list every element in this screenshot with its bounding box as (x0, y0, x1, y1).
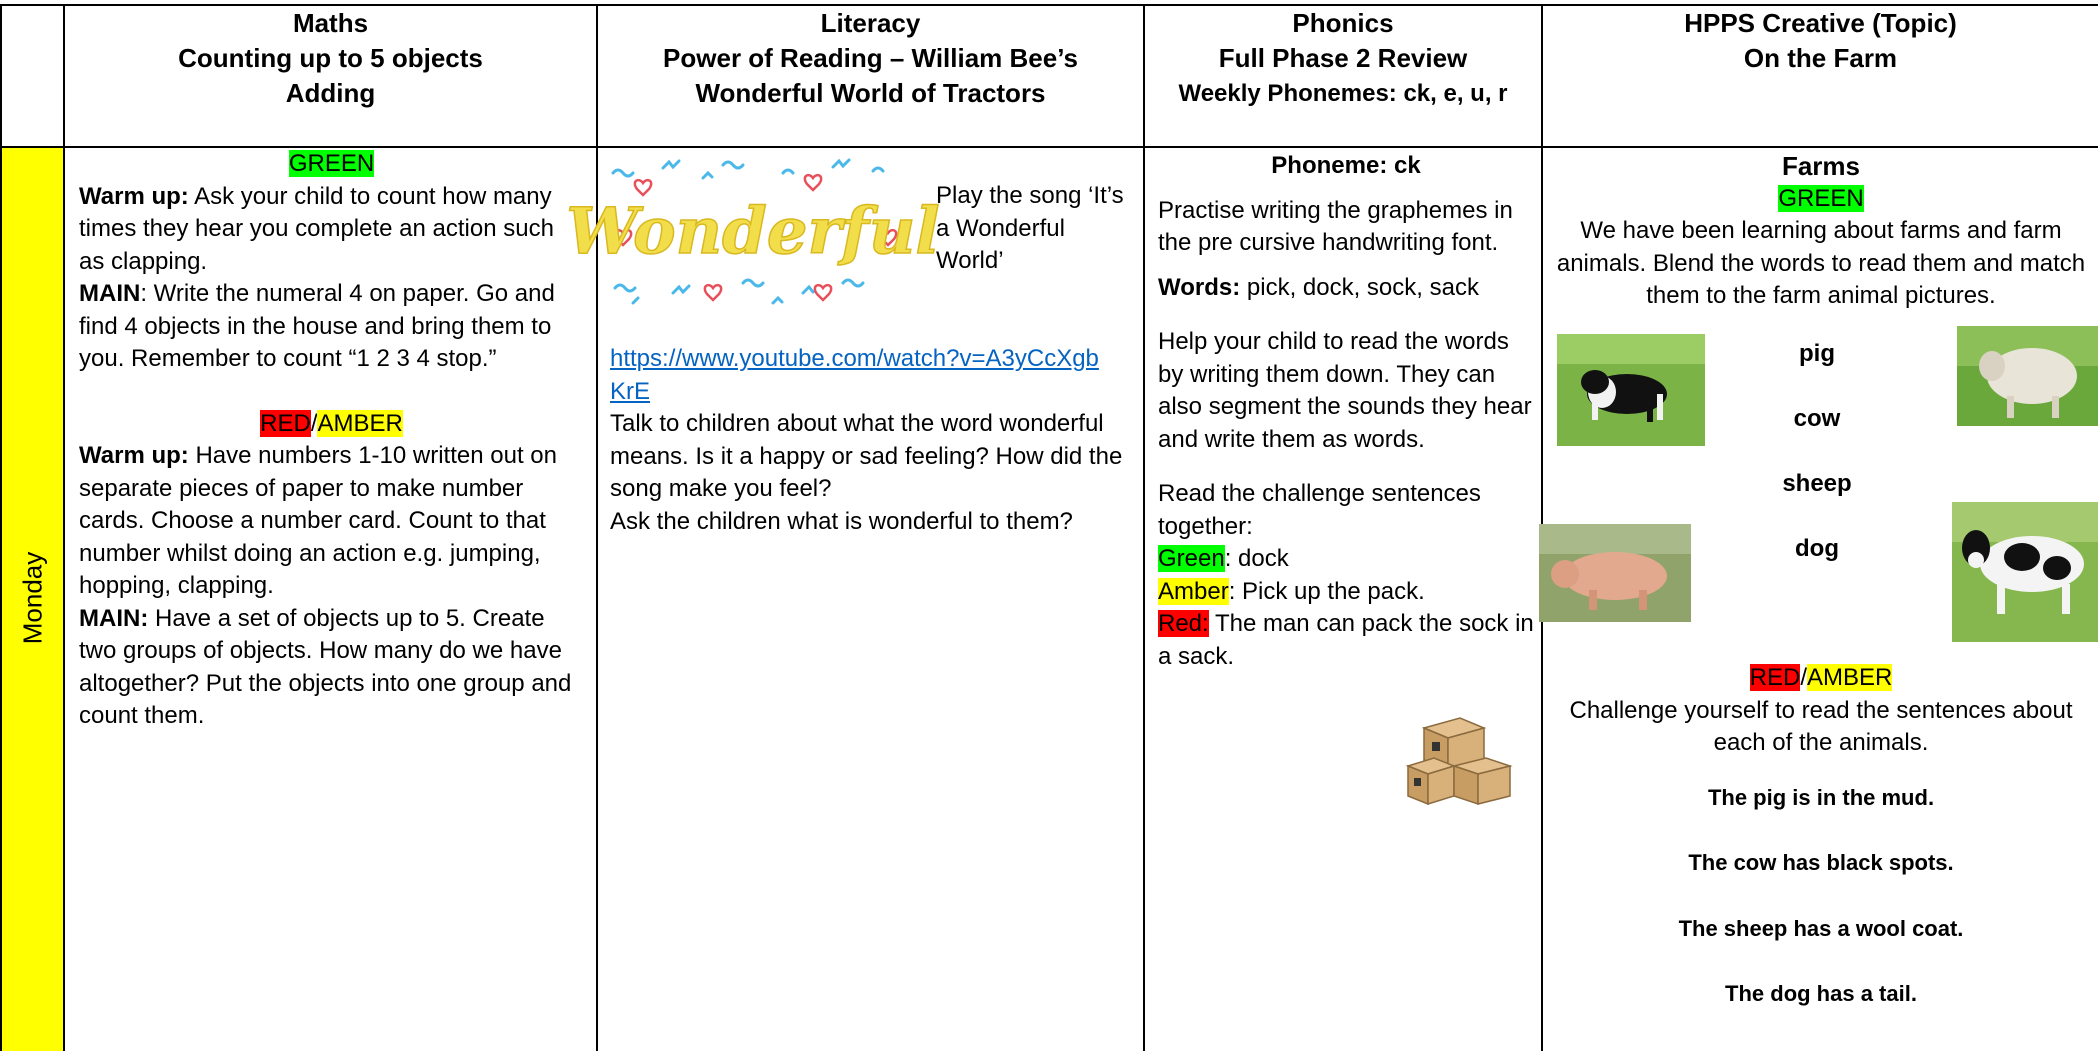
day-band (2, 148, 63, 1051)
phonics-header-line: Weekly Phonemes: ck, e, u, r (1178, 80, 1508, 107)
maths-main-red-amber: MAIN: Have a set of objects up to 5. Create two groups of objects. How many do we have altogether? Put the objects into one group and count them. (79, 604, 572, 729)
red-amber-badge: RED/AMBER (1749, 664, 1893, 691)
pig-photo (1539, 524, 1691, 622)
literacy-cell-body (610, 343, 1140, 538)
topic-sentence: The sheep has a wool coat. (1678, 915, 1964, 941)
phonics-cell (1158, 150, 1534, 673)
maths-header (65, 6, 596, 111)
literacy-paragraph: Talk to children about what the word wonderful means. Is it a happy or sad feeling? How did the song make you feel? (610, 410, 1123, 502)
animal-word-pig: pig (1799, 340, 1835, 367)
cardboard-boxes-image (1404, 708, 1516, 808)
phonics-header-line: Full Phase 2 Review (1218, 43, 1468, 73)
phonics-header (1145, 6, 1541, 111)
literacy-song-text: Play the song ‘It’s a Wonderful World’ (936, 182, 1124, 274)
phonics-words: Words: pick, dock, sock, sack (1158, 273, 1479, 301)
topic-cell-bottom (1555, 662, 2087, 1011)
maths-main-green: MAIN: Write the numeral 4 on paper. Go and find 4 objects in the house and bring them to you. Remember to count “1 2 3 4 stop.” (79, 280, 555, 372)
topic-header-title: HPPS Creative (Topic) (1684, 8, 1957, 38)
topic-challenge-text: Challenge yourself to read the sentences about each of the animals. (1569, 696, 2073, 756)
column-divider (63, 4, 65, 1051)
cow-photo (1952, 502, 2098, 642)
wonderful-image (566, 153, 940, 313)
maths-header-title: Maths (292, 8, 369, 38)
maths-cell (79, 148, 584, 733)
literacy-header-line: Wonderful World of Tractors (695, 78, 1046, 108)
topic-header (1543, 6, 2098, 76)
literacy-header-title: Literacy (820, 8, 921, 38)
day-label: Monday (17, 551, 47, 645)
maths-warmup-green: Warm up: Ask your child to count how many times they hear you complete an action such as clapping. (79, 182, 554, 275)
column-divider (1143, 4, 1145, 1051)
animal-word-cow: cow (1793, 405, 1841, 432)
animal-word-dog: dog (1795, 535, 1839, 562)
topic-cell-top (1555, 150, 2087, 313)
literacy-header-line: Power of Reading – William Bee’s (663, 43, 1078, 73)
phonics-amber-sentence: Amber: Pick up the pack. (1158, 577, 1425, 605)
green-badge: GREEN (288, 150, 375, 177)
pig-icon (1539, 524, 1691, 622)
phonics-header-title: Phonics (1292, 8, 1394, 38)
sheep-photo (1957, 326, 2098, 426)
topic-sentence: The cow has black spots. (1688, 850, 1954, 875)
literacy-paragraph: Ask the children what is wonderful to them? (610, 507, 1073, 535)
dog-icon (1557, 334, 1705, 446)
dog-photo (1557, 334, 1705, 446)
maths-header-line: Adding (285, 78, 376, 108)
phonics-green-sentence: Green: dock (1158, 545, 1289, 572)
column-divider (596, 4, 598, 1051)
animal-word-sheep: sheep (1782, 470, 1852, 497)
literacy-header (598, 6, 1143, 111)
red-amber-badge: RED/AMBER (260, 409, 403, 437)
maths-header-line: Counting up to 5 objects (178, 43, 483, 73)
phonics-challenge-intro: Read the challenge sentences together: (1158, 480, 1481, 540)
topic-intro: We have been learning about farms and farm animals. Blend the words to read them and match them to the farm animal pictures. (1556, 217, 2086, 309)
phonics-help-text: Help your child to read the words by writing them down. They can also segment the sounds they hear and write them as words. (1158, 328, 1532, 453)
phonics-red-sentence: Red: The man can pack the sock in a sack. (1158, 610, 1534, 670)
phonics-practise-text: Practise writing the graphemes in the pre cursive handwriting font. (1158, 196, 1513, 256)
topic-header-line: On the Farm (1743, 43, 1898, 73)
green-badge: GREEN (1778, 184, 1864, 212)
boxes-icon (1404, 708, 1516, 808)
topic-sentence: The pig is in the mud. (1707, 784, 1935, 810)
cow-icon (1952, 502, 2098, 642)
topic-title: Farms (1781, 151, 1861, 181)
wonderful-word: Wonderful (566, 194, 940, 269)
sheep-icon (1957, 326, 2098, 426)
topic-sentence: The dog has a tail. (1725, 981, 1917, 1006)
maths-warmup-red-amber: Warm up: Have numbers 1-10 written out on separate pieces of paper to make number cards. Choose a number card. Count to that number whilst doing an action e.g. jumping, hopping, clapping. (79, 442, 557, 599)
wonderful-doodle-graphic (566, 153, 940, 313)
youtube-link[interactable]: https://www.youtube.com/watch?v=A3yCcXgb KrE (610, 345, 1099, 405)
phoneme-heading: Phoneme: ck (1271, 152, 1421, 179)
